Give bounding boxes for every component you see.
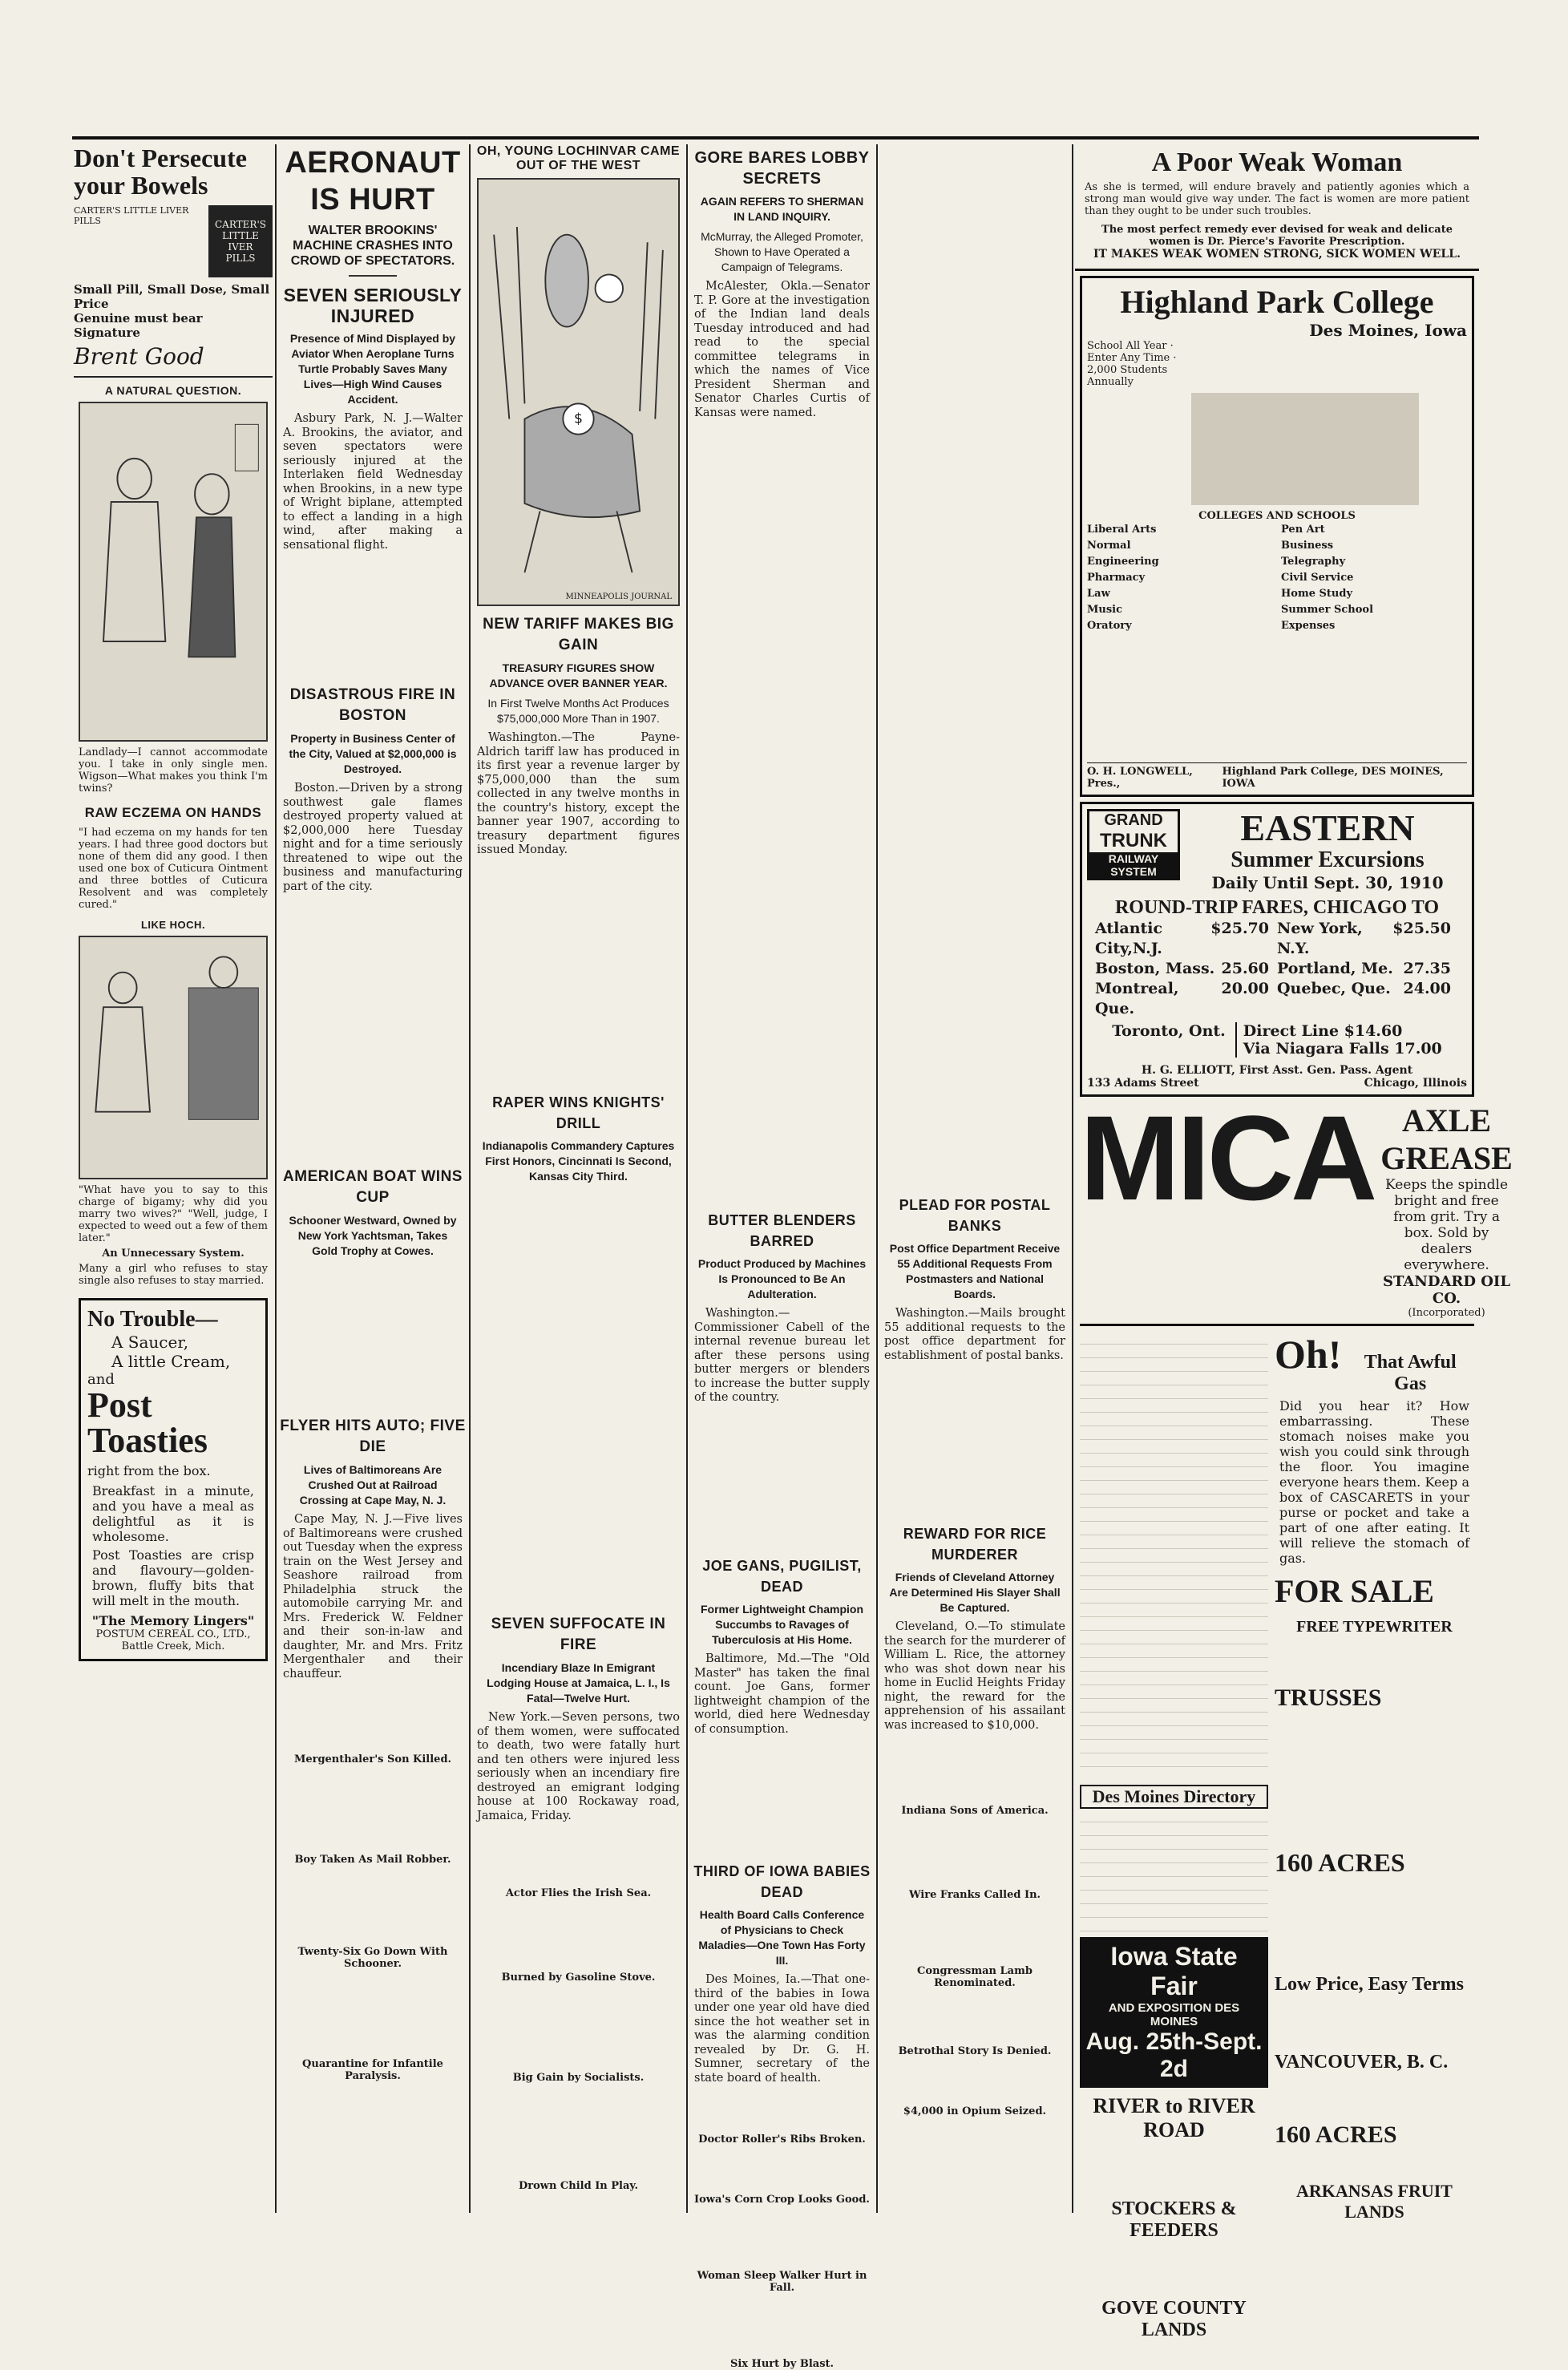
ad-title: AXLE GREASE [1380, 1102, 1513, 1176]
article-deck: Friends of Cleveland Attorney Are Determined His Slayer Shall Be Captured. [889, 1571, 1061, 1614]
department-item: Engineering [1087, 556, 1159, 568]
article-deck: TREASURY FIGURES SHOW ADVANCE OVER BANNER YEAR. [489, 661, 668, 690]
department-item: Normal [1087, 540, 1131, 552]
article-headline: GORE BARES LOBBY SECRETS [694, 149, 870, 188]
ad-title: TRUSSES [1275, 1684, 1382, 1711]
article-headline: SEVEN SUFFOCATE IN FIRE [491, 1616, 666, 1653]
article-subhead: Betrothal Story Is Denied. [898, 2045, 1052, 2057]
ad-address: Highland Park College, DES MOINES, IOWA [1222, 766, 1444, 790]
ad-title: Highland Park College [1120, 284, 1434, 320]
ad-section-title: COLLEGES AND SCHOOLS [1198, 510, 1356, 522]
article-body: Asbury Park, N. J.—Walter A. Brookins, the aviator, and seven spectators were seriously injured at the Interlaken field Wednesday when Brookins, in a new type of Wright biplane, attempted to effect a landing in a high wind, after making a sensational flight. [283, 412, 463, 552]
fare-row [1277, 919, 1459, 959]
ad-body: Did you hear it? How embarrassing. These stomach noises make you wish you could sink through the floor. You imagine everyone hears them. Keep a box of CASCARETS in your purse or pocket and take a part of one after eating. It will relieve the stomach of gas. [1279, 1398, 1469, 1566]
ad-line: No Trouble— [87, 1307, 218, 1332]
article-headline: AMERICAN BOAT WINS CUP [283, 1168, 463, 1206]
department-item: Summer School [1281, 604, 1374, 616]
article-body: Washington.—Commissioner Cabell of the internal revenue bureau let after these persons using butter mergers or blenders to increase the butter supply of the country. [694, 1307, 870, 1404]
highland-park-ad [1080, 276, 1474, 797]
article-subhead: Quarantine for Infantile Paralysis. [302, 2058, 443, 2082]
fare-city: Montreal, Que. [1095, 980, 1179, 1017]
article-subhead: Burned by Gasoline Stove. [501, 1972, 656, 1984]
article-deck: Indianapolis Commandery Captures First Honors, Cincinnati Is Second, Kansas City Third. [482, 1139, 675, 1183]
department-item: Telegraphy [1281, 556, 1346, 568]
iowa-fair-ad: Iowa State Fair AND EXPOSITION DES MOINES Aug. 25th-Sept. 2d [1080, 1937, 1268, 2088]
fare-price: 20.00 [1221, 980, 1269, 997]
cartoon-title: A NATURAL QUESTION. [104, 384, 242, 397]
article-deck: In First Twelve Months Act Produces $75,000,000 More Than in 1907. [487, 697, 669, 725]
fare-city: Toronto, Ont. [1112, 1022, 1226, 1040]
pierce-ad [1075, 144, 1479, 271]
ad-title: 160 ACRES [1275, 2121, 1397, 2148]
department-item: Business [1281, 540, 1334, 552]
ad-company: STANDARD OIL CO. [1383, 1273, 1511, 1307]
column-4 [689, 144, 875, 2370]
fare-city: New York, N.Y. [1277, 920, 1363, 957]
ad-title: Don't Persecute your Bowels [74, 144, 247, 200]
department-item: Law [1087, 588, 1110, 600]
ad-tagline: IT MAKES WEAK WOMEN STRONG, SICK WOMEN WELL. [1093, 248, 1461, 261]
column-1 [74, 144, 273, 2221]
article-subhead: Indiana Sons of America. [901, 1805, 1049, 1817]
ad-company: POSTUM CEREAL CO., LTD., [95, 1628, 251, 1640]
mica-ad [1080, 1090, 1513, 1326]
article-body: Baltimore, Md.—The "Old Master" has taken the final count. Joe Gans, former lightweight champion of the world, died here Wednesday of consumption. [694, 1652, 870, 1736]
ad-body: Keeps the spindle bright and free from grit. Try a box. Sold by dealers everywhere. [1385, 1177, 1509, 1273]
column-6-ads [1075, 144, 1513, 2340]
column-rule [275, 144, 277, 2213]
ad-president: O. H. LONGWELL, Pres., [1087, 766, 1193, 790]
article-headline: DISASTROUS FIRE IN BOSTON [289, 686, 456, 724]
article-headline: NEW TARIFF MAKES BIG GAIN [483, 616, 674, 653]
article-subhead: Boy Taken As Mail Robber. [294, 1854, 451, 1866]
article-subhead: $4,000 in Opium Seized. [903, 2105, 1047, 2117]
ad-body: As she is termed, will endure bravely and patiently agonies which a strong man would give way under. The fact is women are more patient than they ought to be under such troubles. [1085, 181, 1469, 217]
ad-brand: Post [87, 1385, 152, 1425]
article-deck: Lives of Baltimoreans Are Crushed Out at Railroad Crossing at Cape May, N. J. [299, 1463, 447, 1507]
ad-brand: CARTER'S LITTLE LIVER PILLS [74, 205, 189, 226]
ad-line: right from the box. [87, 1463, 211, 1478]
article-headline: RAPER WINS KNIGHTS' DRILL [492, 1094, 665, 1131]
article-headline: REWARD FOR RICE MURDERER [903, 1526, 1047, 1563]
ad-dates: Daily Until Sept. 30, 1910 [1211, 873, 1444, 892]
article-subhead: Drown Child In Play. [518, 2180, 639, 2192]
post-toasties-ad [79, 1298, 268, 1661]
ad-title: Des Moines Directory [1080, 1785, 1268, 1809]
cartoon-title: OH, YOUNG LOCHINVAR CAME OUT OF THE WEST [476, 144, 681, 172]
grand-trunk-ad [1080, 802, 1474, 1097]
fare-city: Quebec, Que. [1277, 980, 1391, 997]
article-headline: PLEAD FOR POSTAL BANKS [899, 1197, 1051, 1234]
article-deck: Former Lightweight Champion Succumbs to Ravages of Tuberculosis at His Home. [701, 1603, 863, 1646]
article-body: Cape May, N. J.—Five lives of Baltimoreans were crushed out Tuesday when the express train on the West Jersey and Seashore railroad from Philadelphia struck the automobile carrying Mr. and Mrs. Frederick W. Feldner and their son-in-law and daughter, Mr. and Mrs. Fritz Mergenthaler and their chauffeur. [283, 1513, 463, 1680]
signature-icon: Brent Good [74, 343, 204, 370]
article-lede: Many a girl who refuses to stay single also refuses to stay married. [79, 1263, 268, 1287]
ad-subtitle: Summer Excursions [1231, 847, 1425, 872]
column-rule [469, 144, 471, 2213]
ad-title: VANCOUVER, B. C. [1275, 2052, 1449, 2073]
ad-title: Low Price, Easy Terms [1275, 1974, 1464, 1995]
ad-line: and [87, 1371, 115, 1388]
article-subhead: Six Hurt by Blast. [729, 2358, 835, 2370]
article-subhead: Actor Flies the Irish Sea. [505, 1887, 652, 1899]
ad-title: Oh! [1275, 1332, 1342, 1377]
department-item: Liberal Arts [1087, 524, 1157, 536]
ad-title: EASTERN [1240, 807, 1415, 848]
fare-city: Boston, Mass. [1095, 960, 1215, 977]
column-rule [686, 144, 688, 2213]
ad-brand: MICA [1080, 1090, 1375, 1225]
grand-trunk-logo-icon: GRAND TRUNK RAILWAY SYSTEM [1087, 809, 1180, 880]
department-item: Pen Art [1281, 524, 1325, 536]
ad-address: 133 Adams Street [1087, 1077, 1199, 1090]
fare-option: Via Niagara Falls 17.00 [1243, 1040, 1442, 1058]
ad-title: FREE TYPEWRITER [1296, 1618, 1453, 1636]
fare-price: 27.35 [1403, 960, 1451, 977]
article-body: McAlester, Okla.—Senator T. P. Gore at the investigation of the Indian land deals Tuesday introduced and had read to the special committee telegrams in which the names of Vice President Sherman and Senator Charles Curtis of Kansas were named. [694, 280, 870, 419]
article-subhead: Mergenthaler's Son Killed. [293, 1753, 452, 1765]
article-headline: JOE GANS, PUGILIST, DEAD [702, 1558, 862, 1595]
column-3 [472, 144, 685, 2221]
article-deck: Property in Business Center of the City, Valued at $2,000,000 is Destroyed. [289, 732, 457, 775]
article-deck: Incendiary Blaze In Emigrant Lodging House at Jamaica, L. I., Is Fatal—Twelve Hurt. [487, 1661, 670, 1705]
column-2 [278, 144, 467, 2221]
left-classifieds [1080, 1331, 1268, 2341]
ad-line: A Saucer, [111, 1333, 189, 1352]
fares-header: ROUND-TRIP FARES, CHICAGO TO [1114, 897, 1440, 918]
fare-price: 25.60 [1221, 960, 1269, 977]
department-item: Civil Service [1281, 572, 1354, 584]
article-subhead: An Unnecessary System. [102, 1248, 244, 1260]
article-headline: SEVEN SERIOUSLY INJURED [283, 285, 463, 326]
department-item: Music [1087, 604, 1123, 616]
article-body: Boston.—Driven by a strong southwest gale flames destroyed property valued at $2,000,000 here Tuesday night and for a time seriously threatened to wipe out the business and manufacturing part of the city. [283, 782, 463, 893]
fare-option: Direct Line $14.60 [1243, 1022, 1403, 1040]
fare-row [1095, 979, 1277, 1019]
article-deck: McMurray, the Alleged Promoter, Shown to Have Operated a Campaign of Telegrams. [701, 230, 863, 273]
fare-price: 24.00 [1403, 980, 1451, 997]
ad-line: A little Cream, [111, 1352, 231, 1371]
fare-row [1277, 959, 1459, 979]
article-headline: RAW ECZEMA ON HANDS [84, 805, 262, 820]
ad-subtitle: That Awful Gas [1364, 1352, 1457, 1394]
ad-brand: Toasties [87, 1421, 208, 1460]
article-body: Des Moines, Ia.—That one-third of the babies in Iowa under one year old have died since the hot weather set in was the alarming condition revealed by Dr. G. H. Sumner, secretary of the state board of health. [694, 1973, 870, 2085]
cartoon-caption: Landlady—I cannot accommodate you. I take in only single men. Wigson—What makes you think I'm twins? [79, 746, 268, 795]
article-deck: WALTER BROOKINS' MACHINE CRASHES INTO CROWD OF SPECTATORS. [290, 224, 455, 268]
ad-subtitle: School All Year · Enter Any Time · 2,000 Students Annually [1087, 340, 1177, 388]
article-body: New York.—Seven persons, two of them women, were suffocated to death, two were fatally hurt and ten others were injured less seriously when an incendiary fire destroyed an emigrant lodging house at 100 Rockaway road, Jamaica, Friday. [477, 1711, 680, 1822]
article-deck: Health Board Calls Conference of Physicians to Check Maladies—One Town Has Forty III. [698, 1908, 866, 1967]
ad-title: GOVE COUNTY LANDS [1101, 2298, 1247, 2340]
ad-title: ARKANSAS FRUIT LANDS [1296, 2181, 1453, 2222]
fare-row [1277, 979, 1459, 1019]
fare-row [1095, 959, 1277, 979]
fare-price: $25.50 [1392, 920, 1451, 937]
pill-box-icon: CARTER'S LITTLE IVER PILLS [208, 205, 273, 277]
ad-title: FOR SALE [1275, 1573, 1434, 1609]
article-deck: Product Produced by Machines Is Pronounced to Be An Adulteration. [697, 1257, 867, 1300]
ad-body: Breakfast in a minute, and you have a meal as delightful as it is wholesome. [92, 1483, 254, 1544]
department-item: Home Study [1281, 588, 1352, 600]
article-headline: AERONAUT IS HURT [285, 146, 461, 216]
ad-title: 160 ACRES [1275, 1848, 1405, 1877]
department-list [1087, 522, 1467, 762]
ad-tagline: Small Pill, Small Dose, Small Price [74, 282, 270, 311]
ad-inc: (Incorporated) [1408, 1307, 1485, 1319]
article-body: Cleveland, O.—To stimulate the search for the murderer of William L. Rice, the attorney who was shot down near his home in Euclid Heights Friday night, the reward for the apprehension of his assailant was increased to $10,000. [884, 1620, 1065, 1732]
article-body: Washington.—Mails brought 55 additional requests to the post office department for establishment of postal banks. [884, 1307, 1065, 1362]
right-classifieds [1275, 1331, 1474, 2341]
article-subhead: Doctor Roller's Ribs Broken. [698, 2133, 866, 2146]
ad-city: Battle Creek, Mich. [121, 1640, 225, 1652]
article-headline: BUTTER BLENDERS BARRED [708, 1212, 856, 1249]
ad-signature-label: Genuine must bear Signature [74, 311, 203, 340]
svg-text:$: $ [574, 411, 583, 427]
article-headline: FLYER HITS AUTO; FIVE DIE [280, 1418, 466, 1455]
article-deck: Schooner Westward, Owned by New York Yachtsman, Takes Gold Trophy at Cowes. [289, 1214, 457, 1257]
article-subhead: Iowa's Corn Crop Looks Good. [694, 2194, 870, 2206]
department-item: Pharmacy [1087, 572, 1146, 584]
article-subhead: Congressman Lamb Renominated. [917, 1965, 1033, 1989]
fare-row [1095, 919, 1277, 959]
column-5 [879, 1187, 1070, 2221]
fare-city: Portland, Me. [1277, 960, 1393, 977]
cartoon-credit: MINNEAPOLIS JOURNAL [565, 592, 672, 601]
article-headline: THIRD OF IOWA BABIES DEAD [693, 1863, 871, 1900]
carters-pills-ad [74, 144, 273, 378]
ad-title: STOCKERS & FEEDERS [1111, 2198, 1237, 2241]
college-building-illustration [1191, 393, 1419, 505]
ad-city: Chicago, Illinois [1364, 1077, 1467, 1090]
fare-city: Atlantic City,N.J. [1095, 920, 1163, 957]
article-deck: Post Office Department Receive 55 Additional Requests From Postmasters and National Boards. [889, 1242, 1061, 1300]
department-item: Oratory [1087, 620, 1132, 632]
cartoon-title: LIKE HOCH. [140, 919, 206, 931]
article-subhead: Wire Franks Called In. [908, 1889, 1041, 1901]
cartoon-illustration [79, 936, 268, 1179]
ad-body: Post Toasties are crisp and flavoury—golden-brown, fluffy bits that will melt in the mouth. [92, 1547, 254, 1608]
article-subhead: Big Gain by Socialists. [512, 2072, 645, 2084]
cartoon-illustration [79, 402, 268, 742]
article-subhead: Twenty-Six Go Down With Schooner. [297, 1946, 448, 1970]
column-rule [1072, 144, 1073, 2213]
ad-tagline: The most perfect remedy ever devised for weak and delicate women is Dr. Pierce's Favorite Prescription. [1101, 224, 1453, 248]
patent-ads-block [1080, 1331, 1268, 1780]
ad-agent: H. G. ELLIOTT, First Asst. Gen. Pass. Agent [1141, 1064, 1413, 1077]
masthead-rule [72, 136, 1479, 140]
article-deck: Presence of Mind Displayed by Aviator When Aeroplane Turns Turtle Probably Saves Many Lives—High Wind Causes Accident. [289, 332, 456, 406]
fare-price: $25.70 [1210, 920, 1269, 937]
article-subhead: Woman Sleep Walker Hurt in Fall. [697, 2270, 867, 2294]
ad-slogan: "The Memory Lingers" [91, 1613, 255, 1628]
cartoon-illustration [477, 178, 680, 606]
article-deck: AGAIN REFERS TO SHERMAN IN LAND INQUIRY. [700, 195, 864, 223]
fare-table [1087, 919, 1467, 1019]
department-item: Expenses [1281, 620, 1336, 632]
ad-city: Des Moines, Iowa [1309, 321, 1467, 340]
article-lede: "I had eczema on my hands for ten years. I had three good doctors but none of them did any good. I then used one box of Cuticura Ointment and three bottles of Cuticura Resolvent and was completely cured." [79, 827, 268, 911]
ad-title: A Poor Weak Woman [1151, 148, 1403, 177]
cartoon-caption: "What have you to say to this charge of bigamy; why did you marry two wives?" "Well, judge, I expected to weed out a few of them later." [79, 1184, 268, 1244]
ad-title: RIVER to RIVER ROAD [1093, 2094, 1255, 2141]
article-body: Washington.—The Payne-Aldrich tariff law has produced in its first year a revenue larger by $75,000,000 than the sum collected in any twelve months in the country's history, except the banner year 1907, according to treasury department figures issued Monday. [477, 731, 680, 856]
column-rule [876, 144, 878, 2213]
